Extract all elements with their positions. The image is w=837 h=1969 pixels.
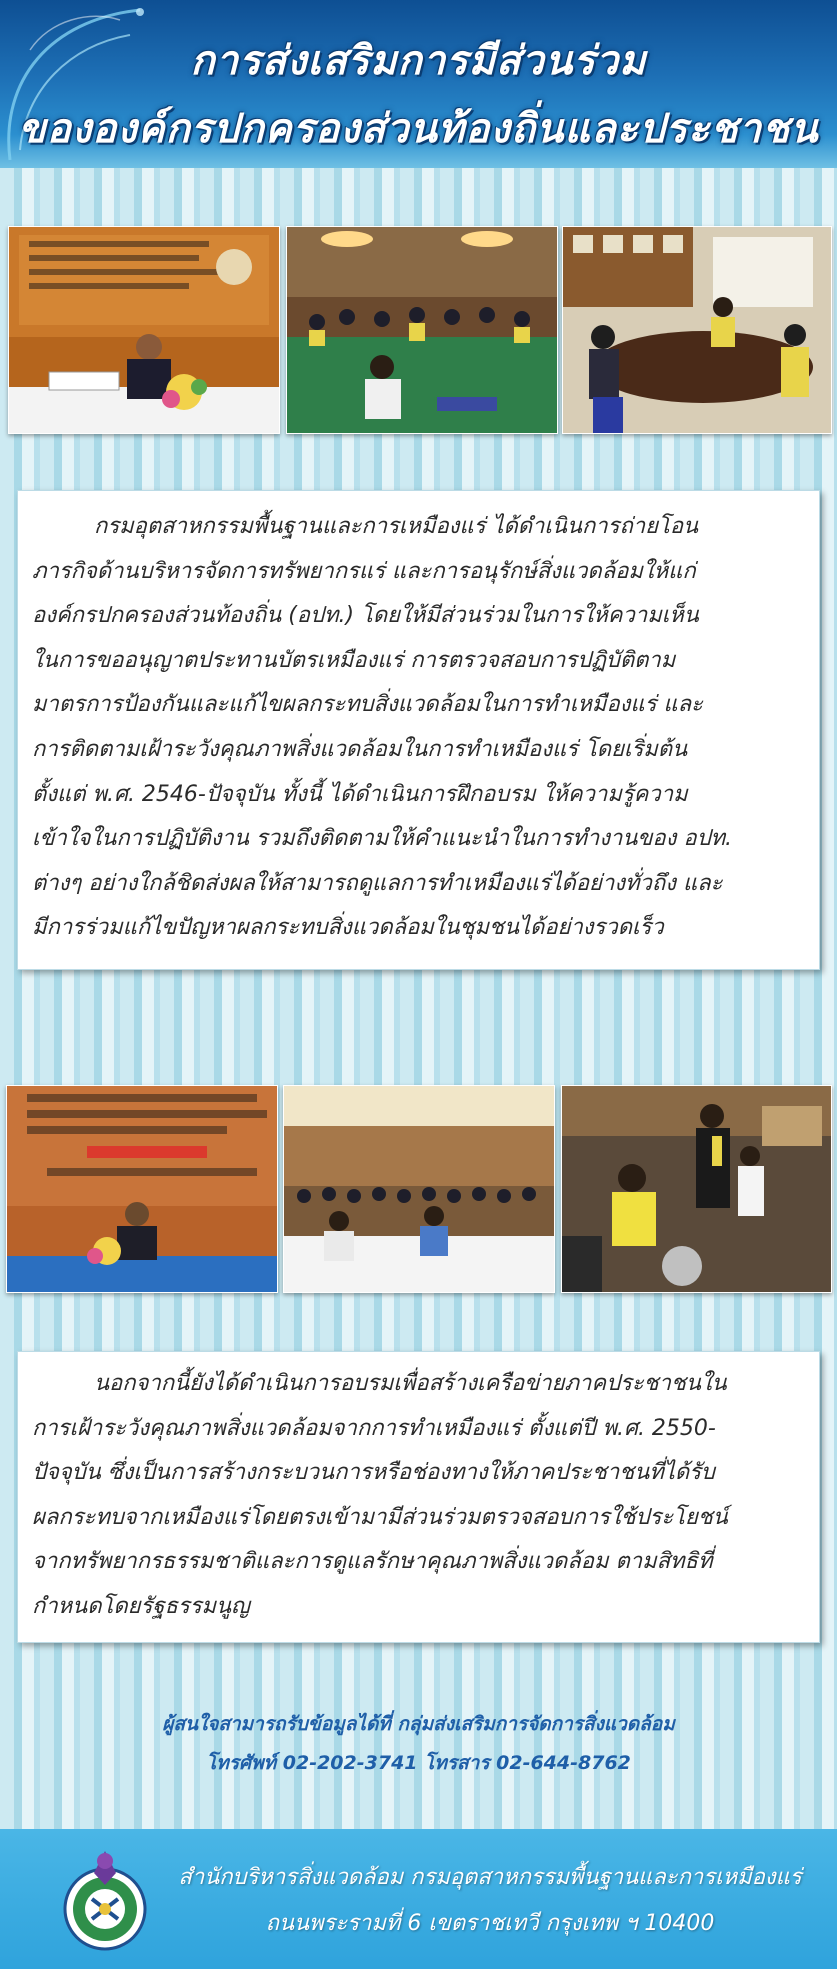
page-title-line-1: การส่งเสริมการมีส่วนร่วม: [190, 38, 647, 84]
paragraph-line: ภารกิจด้านบริหารจัดการทรัพยากรแร่ และการอนุรักษ์สิ่งแวดล้อมให้แก่: [32, 558, 696, 584]
description-box-2: [17, 1351, 820, 1643]
seminar-audience-photo-1: [286, 226, 558, 434]
footer-organization: สำนักบริหารสิ่งแวดล้อม กรมอุตสาหกรรมพื้นฐานและการเหมืองแร่: [178, 1865, 802, 1890]
paragraph-line: จากทรัพยากรธรรมชาติและการดูแลรักษาคุณภาพสิ่งแวดล้อม ตามสิทธิที่: [32, 1549, 713, 1575]
department-logo-icon: [56, 1841, 154, 1957]
contact-phone-fax: โทรศัพท์ 02-202-3741 โทรสาร 02-644-8762: [206, 1752, 631, 1774]
seminar-discussion-photo: [561, 1085, 832, 1293]
paragraph-line: ตั้งแต่ พ.ศ. 2546-ปัจจุบัน ทั้งนี้ ได้ดำเนินการฝึกอบรม ให้ความรู้ความ: [32, 781, 688, 807]
description-box-1: [17, 490, 820, 970]
paragraph-line: การเฝ้าระวังคุณภาพสิ่งแวดล้อมจากการทำเหมืองแร่ ตั้งแต่ปี พ.ศ. 2550-: [32, 1415, 716, 1441]
seminar-audience-photo-2: [283, 1085, 555, 1293]
description-paragraph-1: [32, 505, 824, 951]
seminar-speaker-photo-1: [8, 226, 280, 434]
paragraph-line: องค์กรปกครองส่วนท้องถิ่น (อปท.) โดยให้มีส่วนร่วมในการให้ความเห็น: [32, 603, 699, 629]
seminar-speaker-photo-2: [6, 1085, 278, 1293]
paragraph-line: กำหนดโดยรัฐธรรมนูญ: [32, 1593, 250, 1619]
paragraph-line: กรมอุตสาหกรรมพื้นฐานและการเหมืองแร่ ได้ดำเนินการถ่ายโอน: [94, 514, 699, 539]
description-paragraph-2: [32, 1362, 824, 1630]
footer-banner: [0, 1829, 837, 1969]
meeting-table-photo: [562, 226, 832, 434]
paragraph-line: ต่างๆ อย่างใกล้ชิดส่งผลให้สามารถดูแลการทำเหมืองแร่ได้อย่างทั่วถึง และ: [32, 870, 723, 896]
paragraph-line: ในการขออนุญาตประทานบัตรเหมืองแร่ การตรวจสอบการปฏิบัติตาม: [32, 647, 676, 673]
paragraph-line: ปัจจุบัน ซึ่งเป็นการสร้างกระบวนการหรือช่องทางให้ภาคประชาชนที่ได้รับ: [32, 1460, 715, 1486]
paragraph-line: เข้าใจในการปฏิบัติงาน รวมถึงติดตามให้คำแนะนำในการทำงานของ อปท.: [32, 826, 733, 852]
paragraph-line: ผลกระทบจากเหมืองแร่โดยตรงเข้ามามีส่วนร่วมตรวจสอบการใช้ประโยชน์: [32, 1504, 728, 1530]
paragraph-line: มีการร่วมแก้ไขปัญหาผลกระทบสิ่งแวดล้อมในชุมชนได้อย่างรวดเร็ว: [32, 915, 664, 941]
paragraph-line: การติดตามเฝ้าระวังคุณภาพสิ่งแวดล้อมในการทำเหมืองแร่ โดยเริ่มต้น: [32, 736, 688, 762]
footer-address: ถนนพระรามที่ 6 เขตราชเทวี กรุงเทพ ฯ 10400: [265, 1911, 715, 1936]
paragraph-line: มาตรการป้องกันและแก้ไขผลกระทบสิ่งแวดล้อมในการทำเหมืองแร่ และ: [32, 692, 703, 718]
header-banner: [0, 0, 837, 168]
page-title-line-2: ขององค์กรปกครองส่วนท้องถิ่นและประชาชน: [18, 106, 819, 152]
paragraph-line: นอกจากนี้ยังได้ดำเนินการอบรมเพื่อสร้างเครือข่ายภาคประชาชนใน: [94, 1371, 727, 1396]
contact-info-line-1: ผู้สนใจสามารถรับข้อมูลได้ที่ กลุ่มส่งเสริมการจัดการสิ่งแวดล้อม: [162, 1713, 675, 1735]
